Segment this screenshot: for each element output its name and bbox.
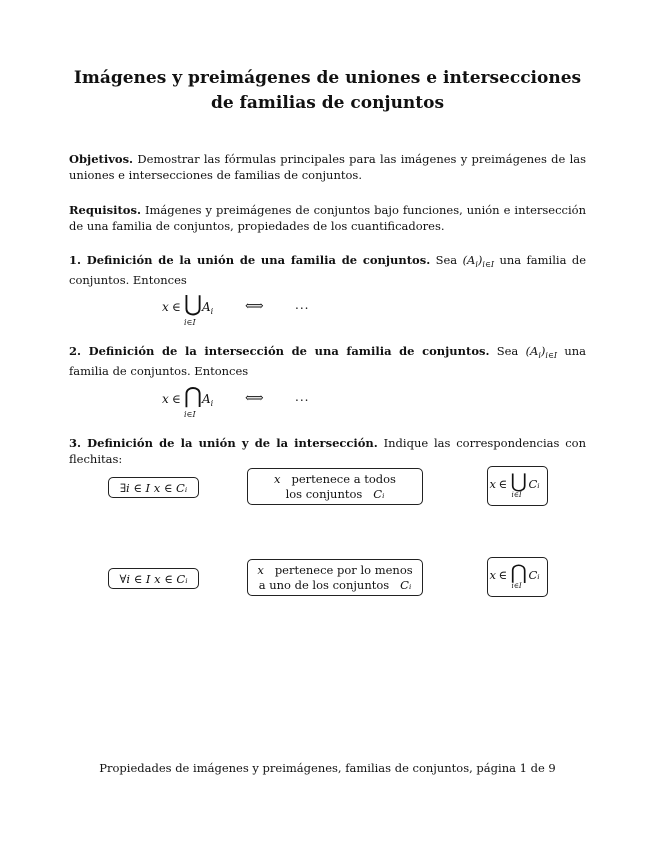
left-box-exists[interactable]: ∃i ∈ I x ∈ Cᵢ xyxy=(108,477,199,498)
section-1-text: una familia de conjuntos. Entonces xyxy=(69,253,587,287)
right-box-union[interactable]: x ∈ ⋃ i∈I Cᵢ xyxy=(487,466,548,506)
section-2-paragraph xyxy=(69,344,586,379)
objetivos-text: Demostrar las fórmulas principales para las imágenes y preimágenes de las uniones e intersecciones de familias de conjuntos. xyxy=(69,152,586,182)
objetivos-label: Objetivos. xyxy=(69,152,134,166)
section-1-sea: Sea xyxy=(435,253,458,267)
union-definition-formula: x ∈ ⋃ i∈I $A_i$ ⟺ ... xyxy=(162,292,310,327)
middle-box-all[interactable]: x pertenece a todos los conjuntos Cᵢ xyxy=(247,468,423,505)
section-3-paragraph xyxy=(69,436,586,467)
iff-symbol: ⟺ xyxy=(245,391,264,406)
requisitos-text: Imágenes y preimágenes de conjuntos bajo funciones, unión e intersección de una familia de conjuntos, propiedades de los cuantificadores. xyxy=(69,203,586,233)
title-line-2: de familias de conjuntos xyxy=(210,93,445,113)
middle-box-at-least-one[interactable]: x pertenece por lo menos a uno de los conjuntos Cᵢ xyxy=(247,559,423,596)
section-2-heading: 2. Definición de la intersección de una familia de conjuntos. xyxy=(69,344,490,358)
section-3-text: Indique las correspondencias con flechitas: xyxy=(69,436,587,466)
left-box-forall[interactable]: ∀i ∈ I x ∈ Cᵢ xyxy=(108,568,199,589)
title-line-1: Imágenes y preimágenes de uniones e intersecciones xyxy=(73,68,582,88)
section-2-text: una familia de conjuntos. Entonces xyxy=(69,344,586,378)
requisitos-paragraph xyxy=(69,203,586,234)
section-1-paragraph xyxy=(69,253,586,288)
section-2-family: $(A_i)_{i\in I}$ xyxy=(525,344,558,360)
right-box-intersection[interactable]: x ∈ ⋂ i∈I Cᵢ xyxy=(487,557,548,597)
big-union-symbol: ⋃ xyxy=(184,292,203,317)
requisitos-label: Requisitos. xyxy=(69,203,141,217)
intersection-definition-formula: x ∈ ⋂ i∈I $A_i$ ⟺ ... xyxy=(162,384,310,419)
objetivos-paragraph xyxy=(69,152,586,183)
big-intersection-symbol: ⋂ xyxy=(510,560,527,584)
document-title xyxy=(60,66,595,116)
section-2-sea: Sea xyxy=(496,344,519,358)
iff-symbol: ⟺ xyxy=(245,299,264,314)
section-1-heading: 1. Definición de la unión de una familia de conjuntos. xyxy=(69,253,431,267)
section-1-family: $(A_i)_{i\in I}$ xyxy=(462,253,495,269)
big-intersection-symbol: ⋂ xyxy=(184,384,203,409)
section-3-heading: 3. Definición de la unión y de la intersección. xyxy=(69,436,378,450)
page-footer: Propiedades de imágenes y preimágenes, familias de conjuntos, página 1 de 9 xyxy=(99,761,556,775)
big-union-symbol: ⋃ xyxy=(510,469,527,493)
